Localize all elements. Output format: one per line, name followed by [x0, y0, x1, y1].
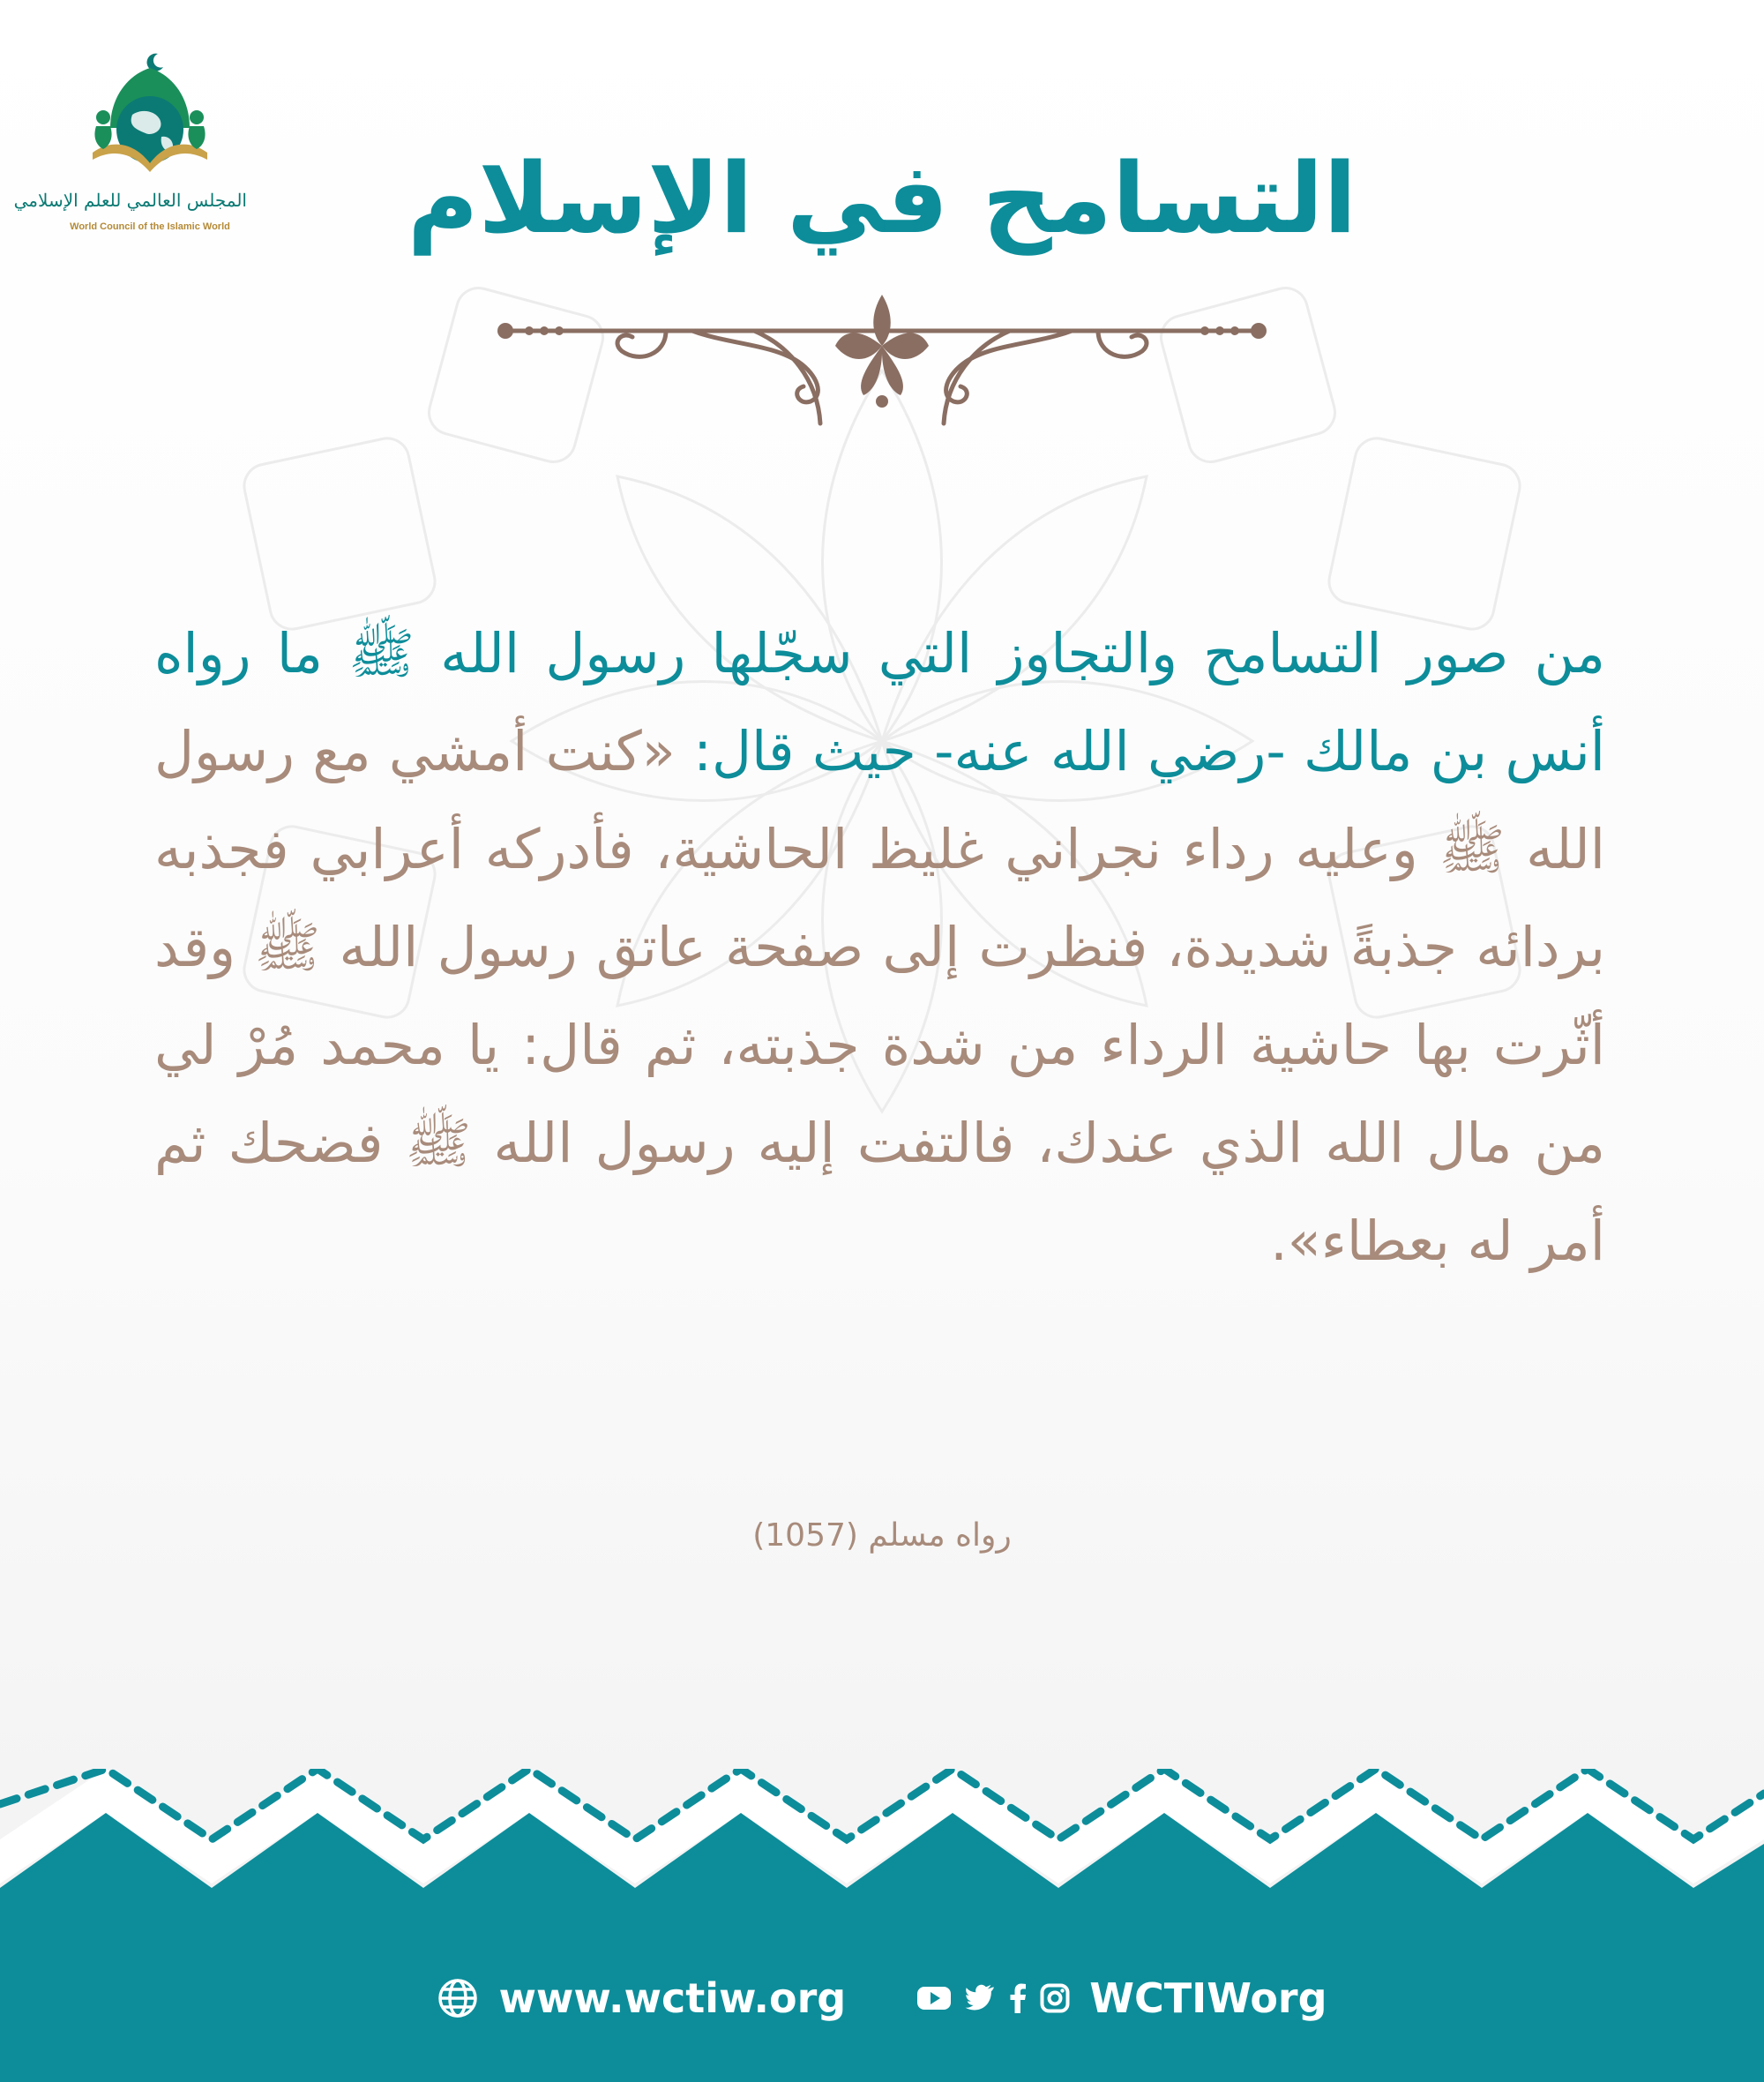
- footer-website-group: [437, 1974, 846, 2022]
- facebook-icon[interactable]: [1008, 1983, 1028, 2013]
- hadith-source: رواه مسلم (1057): [752, 1517, 1012, 1554]
- twitter-icon[interactable]: [964, 1984, 996, 2012]
- footer-social-group: [916, 1974, 1327, 2022]
- hadith-text: [154, 604, 1605, 1290]
- hadith-intro: من صور التسامح والتجاوز التي سجّلها رسول الله ﷺ ما رواه أنس بن مالك -رضي الله عنه- حيث قال:: [154, 621, 1605, 783]
- page-title: التسامح في الإسلام: [407, 142, 1357, 255]
- hadith-quote: «كنت أمشي مع رسول الله ﷺ وعليه رداء نجراني غليظ الحاشية، فأدركه أعرابي فجذبه بردائه جذبةً شديدة، فنظرت إلى صفحة عاتق رسول الله ﷺ وقد أثّرت بها حاشية الرداء من شدة جذبته، ثم قال: يا محمد مُرْ لي من مال الله الذي عندك، فالتفت إليه رسول الله ﷺ فضحك ثم أمر له بعطاء».: [154, 719, 1605, 1273]
- social-icons: [916, 1983, 1070, 2013]
- footer-website-link[interactable]: www.wctiw.org: [498, 1974, 847, 2022]
- ornament-divider-icon: [490, 291, 1274, 432]
- footer-handle[interactable]: WCTIWorg: [1089, 1974, 1327, 2022]
- youtube-icon[interactable]: [916, 1984, 952, 2012]
- instagram-icon[interactable]: [1040, 1983, 1070, 2013]
- logo-arabic-name: المجلس العالمي للعلم الإسلامي: [13, 190, 247, 211]
- logo-english-name: World Council of the Islamic World: [70, 221, 230, 232]
- footer-bar: [0, 1945, 1764, 2051]
- globe-icon: [437, 1977, 479, 2019]
